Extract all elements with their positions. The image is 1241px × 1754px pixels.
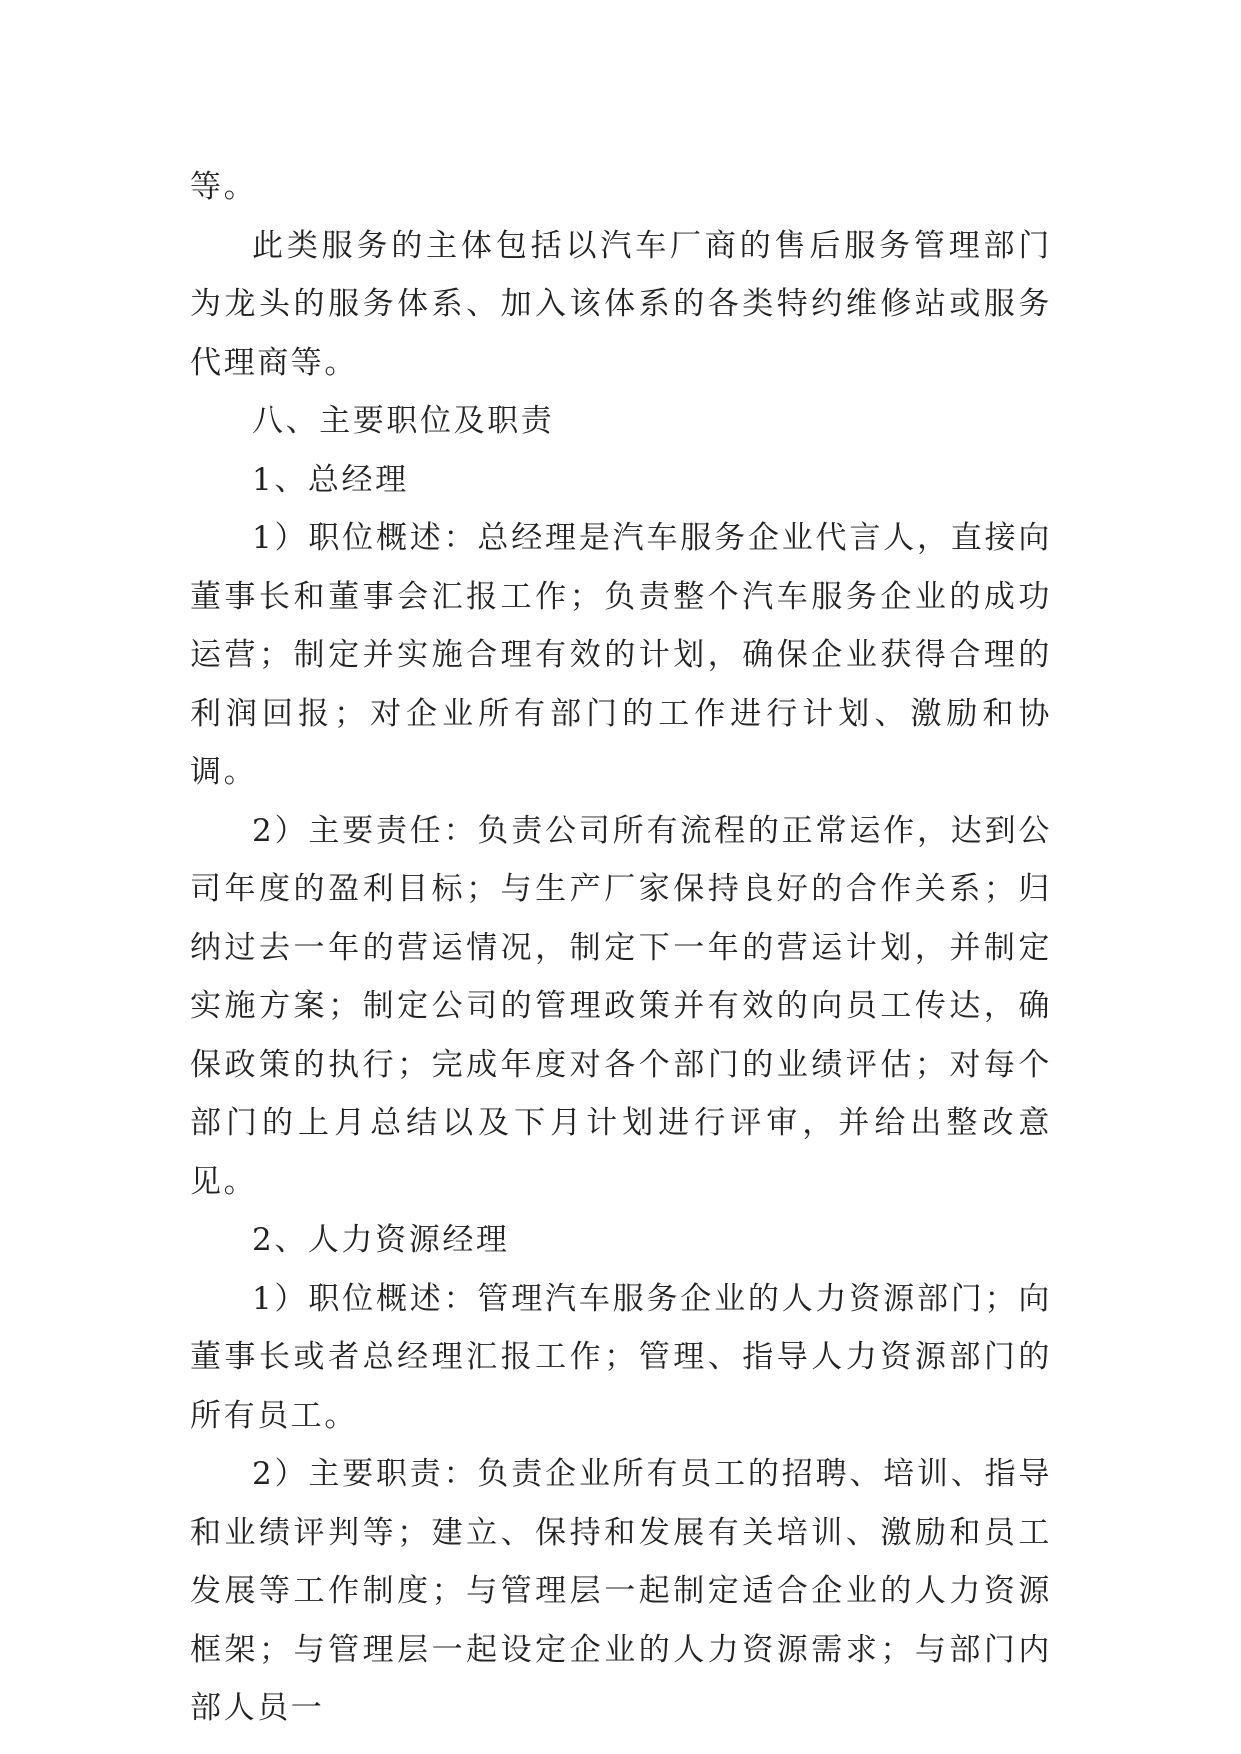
section-heading-main-positions: 八、主要职位及职责 <box>252 403 555 439</box>
paragraph-gm-responsibilities: 2）主要责任：负责公司所有流程的正常运作，达到公司年度的盈利目标；与生产厂家保持良好的合作关系；归纳过去一年的营运情况，制定下一年的营运计划，并制定实施方案；制定公司的管理政策并有效的向员工传达，确保政策的执行；完成年度对各个部门的业绩评估；对每个部门的上月总结以及下月计划进行评审，并给出整改意见。 <box>190 812 1052 1200</box>
paragraph-hr-overview: 1）职位概述：管理汽车服务企业的人力资源部门；向董事长或者总经理汇报工作；管理、指导人力资源部门的所有员工。 <box>190 1280 1052 1434</box>
paragraph-continuation: 等。 <box>190 169 258 205</box>
paragraph-service-subject: 此类服务的主体包括以汽车厂商的售后服务管理部门为龙头的服务体系、加入该体系的各类特约维修站或服务代理商等。 <box>190 227 1052 381</box>
subheading-general-manager: 1、总经理 <box>252 461 409 498</box>
paragraph-gm-overview: 1）职位概述：总经理是汽车服务企业代言人，直接向董事长和董事会汇报工作；负责整个汽车服务企业的成功运营；制定并实施合理有效的计划，确保企业获得合理的利润回报；对企业所有部门的工作进行计划、激励和协调。 <box>190 520 1052 790</box>
document-body <box>190 158 1052 1738</box>
subheading-hr-manager: 2、人力资源经理 <box>252 1222 510 1258</box>
paragraph-hr-duties: 2）主要职责：负责企业所有员工的招聘、培训、指导和业绩评判等；建立、保持和发展有关培训、激励和员工发展等工作制度；与管理层一起制定适合企业的人力资源框架；与管理层一起设定企业的人力资源需求；与部门内部人员一 <box>190 1456 1052 1726</box>
